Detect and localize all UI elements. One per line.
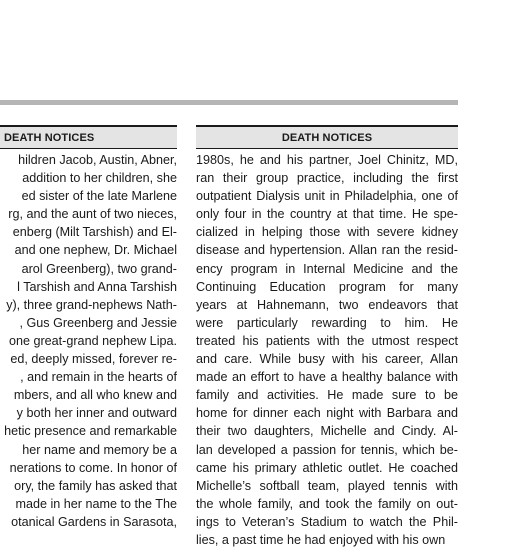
right-column-header: DEATH NOTICES — [196, 125, 458, 149]
text-line: were particularly rewarding to him. He — [196, 315, 458, 330]
text-line: one great-grand nephew Lipa. — [8, 333, 177, 348]
text-line: , Gus Greenberg and Jessie — [19, 315, 177, 330]
text-line: ed sister of the late Marlene — [21, 189, 177, 204]
text-line: made an effort to have a healthy balance with — [196, 370, 458, 385]
text-line: only four in the country at that time. He spe- — [196, 207, 458, 222]
text-line: 1980s, he and his partner, Joel Chinitz, MD, — [196, 153, 458, 167]
text-line: Michelle’s softball team, played tennis with — [196, 478, 458, 493]
text-line: ory, the family has asked that — [14, 478, 177, 493]
text-line: Continuing Education program for many — [196, 279, 458, 294]
text-line: cialized in helping those with severe kidney — [196, 225, 458, 240]
text-line: mbers, and all who knew and — [13, 388, 177, 403]
text-line: l Tarshish and Anna Tarshish — [17, 279, 177, 294]
text-line: her name and memory be a — [22, 442, 177, 457]
text-line: arol Greenberg), two grand- — [21, 261, 177, 276]
text-line: ency program in Internal Medicine and the — [196, 261, 458, 276]
text-line: and one nephew, Dr. Michael — [14, 243, 177, 258]
text-line: came his primary athletic outlet. He coached — [196, 460, 458, 475]
text-line: ran their group practice, including the first — [196, 171, 458, 186]
text-line: family and activities. He made sure to be — [196, 388, 458, 403]
text-line: y), three grand-nephews Nath- — [6, 297, 177, 312]
text-line: the whole family, and took the family on out- — [196, 496, 458, 511]
text-line: lies, a past time he had enjoyed with his own — [196, 532, 446, 547]
text-line: hetic presence and remarkable — [4, 424, 177, 439]
left-column-header: DEATH NOTICES — [0, 125, 177, 149]
text-line: and care. While busy with his career, Allan — [196, 352, 458, 367]
text-line: rg, and the aunt of two nieces, — [8, 207, 177, 222]
right-column-text — [196, 151, 458, 549]
text-line: home for dinner each night with Barbara and — [196, 406, 458, 421]
text-line: ed, deeply missed, forever re- — [10, 352, 177, 367]
text-line: y both her inner and outward — [16, 406, 177, 421]
text-line: made in her name to the The — [15, 496, 177, 511]
text-line: disease and hypertension. Allan ran the resid- — [196, 243, 458, 258]
top-divider-rule — [0, 100, 458, 105]
text-line: their two daughters, Michelle and Cindy. Al- — [196, 424, 458, 439]
text-line: otanical Gardens in Sarasota, — [11, 514, 177, 529]
left-column-text — [0, 151, 177, 531]
text-line: ings to Veteran’s Stadium to watch the Phil- — [196, 514, 458, 529]
text-line: treated his patients with the utmost respect — [196, 333, 458, 348]
text-line: nerations to come. In honor of — [9, 460, 177, 475]
text-line: hildren Jacob, Austin, Abner, — [18, 153, 177, 167]
text-line: enberg (Milt Tarshish) and El- — [12, 225, 177, 240]
text-line: , and remain in the hearts of — [20, 370, 177, 385]
text-line: outpatient Dialysis unit in Philadelphia, one of — [196, 189, 458, 204]
text-line: lan developed a passion for tennis, which be- — [196, 442, 458, 457]
text-line: years at Hahnemann, two endeavors that — [196, 297, 458, 312]
text-line: addition to her children, she — [22, 171, 177, 186]
